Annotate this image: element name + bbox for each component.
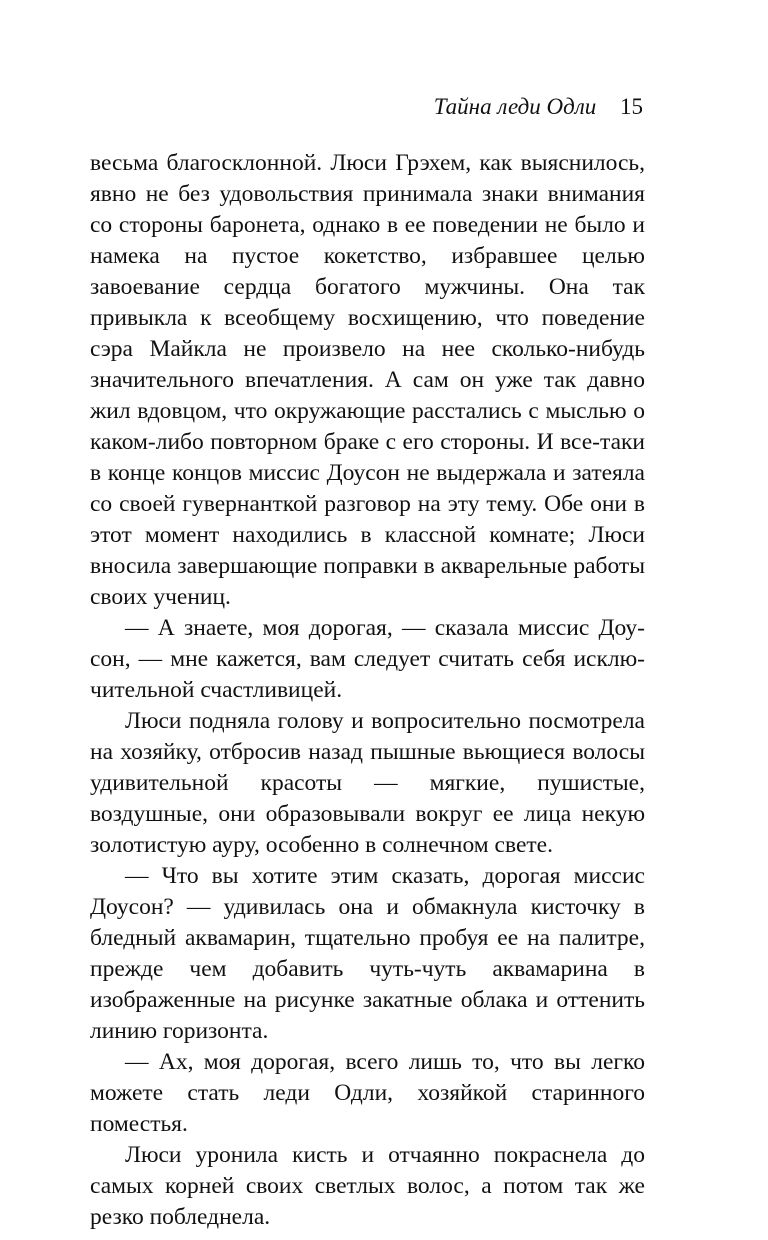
paragraph-6: Люси уронила кисть и отчаянно покраснела до самых корней своих светлых волос, а потом так же резко побледнела.	[90, 1142, 645, 1230]
running-head	[434, 92, 643, 122]
paragraph-3: Люси подняла голову и вопросительно посмотрела на хозяйку, отбросив назад пышные вьющиеся волосы удивительной красоты — мягкие, пушистые, воздушные, они образовывали вокруг ее лица некую золотистую ауру, особенно в солнечном свете.	[90, 708, 645, 858]
paragraph-1: весьма благосклонной. Люси Грэхем, как выяснилось, явно не без удовольствия принимала знаки внимания со стороны баронета, однако в ее поведении не было и намека на пустое кокетство, избравшее целью завоевание сердца богатого мужчины. Она так привыкла к всеобщему восхищению, что поведение сэра Майкла не произвело на нее сколько-нибудь значительного впечатления. А сам он уже так давно жил вдовцом, что окружающие расстались с мыслью о каком-либо повторном браке с его стороны. И все-таки в конце концов миссис Доусон не выдержала и затеяла со своей гувернанткой разговор на эту тему. Обе они в этот момент находились в классной комнате; Люси вносила завершающие поправки в акварельные работы своих учениц.	[90, 150, 645, 610]
paragraph-5: — Ах, моя дорогая, всего лишь то, что вы легко можете стать леди Одли, хозяйкой старинного поместья.	[90, 1049, 645, 1137]
text-body	[90, 148, 645, 1233]
running-title: Тайна леди Одли	[433, 94, 597, 119]
paragraph-4: — Что вы хотите этим сказать, дорогая миссис Доусон? — удивилась она и обмакнула кисточку в бледный аквамарин, тщательно пробуя ее на палитре, прежде чем добавить чуть-чуть аквамарина в изображенные на рисунке закатные облака и оттенить линию горизонта.	[90, 863, 645, 1044]
paragraph-2: — А знаете, моя дорогая, — сказала миссис Доусон, — мне кажется, вам следует считать себя исключительной счастливицей.	[90, 615, 645, 703]
page-number: 15	[620, 94, 643, 119]
